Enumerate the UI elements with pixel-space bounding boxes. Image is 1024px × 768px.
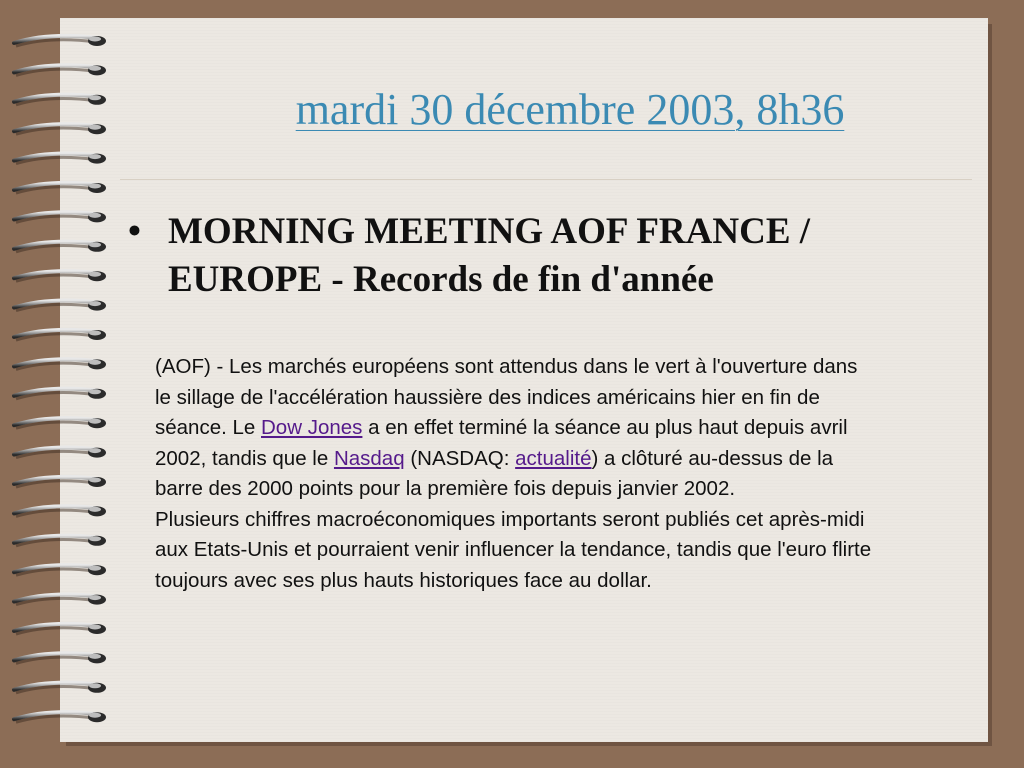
paragraph-1-part-1: (AOF) - Les marchés européens sont attendus dans le vert à l'ouverture dans le sillage de l'accélération haussière des indices américains hier en fin de séance. Le	[155, 355, 858, 439]
spiral-ring	[14, 418, 106, 428]
paragraph-2: Plusieurs chiffres macroéconomiques importants seront publiés cet après-midi aux Etats-Unis et pourraient venir influencer la tendance, tandis que l'euro flirte toujours avec ses plus hauts historiques face au dollar.	[155, 507, 872, 592]
bullet-headline	[128, 208, 968, 304]
title-divider	[120, 179, 972, 180]
spiral-ring	[14, 389, 106, 399]
paragraph-1-part-4: ) a clôturé au-dessus de la barre des 2000 points pour la première fois depuis janvier 2002.	[155, 446, 834, 500]
spiral-ring	[14, 330, 106, 340]
spiral-ring	[14, 506, 106, 516]
spiral-ring	[14, 565, 106, 575]
spiral-ring	[14, 153, 106, 163]
article-body	[155, 352, 875, 596]
spiral-ring	[14, 536, 106, 546]
spiral-ring	[14, 300, 106, 310]
paragraph-1-part-3: (NASDAQ:	[404, 446, 516, 470]
paragraph-1	[155, 352, 875, 505]
dow-jones-link[interactable]: Dow Jones	[261, 416, 363, 439]
spiral-binding	[0, 0, 130, 768]
headline-text: MORNING MEETING AOF FRANCE / EUROPE - Records de fin d'année	[168, 211, 811, 300]
spiral-ring	[14, 624, 106, 634]
spiral-ring	[14, 712, 106, 722]
actualite-link[interactable]: actualité	[515, 446, 592, 470]
spiral-ring	[14, 36, 106, 46]
nasdaq-link[interactable]: Nasdaq	[333, 446, 405, 470]
spiral-ring	[14, 242, 106, 252]
spiral-ring	[14, 65, 106, 75]
spiral-ring	[14, 124, 106, 134]
spiral-ring	[14, 447, 106, 457]
spiral-ring	[14, 683, 106, 693]
spiral-ring	[14, 95, 106, 105]
spiral-ring	[14, 212, 106, 222]
paragraph-1-part-2: a en effet terminé la séance au plus haut depuis avril 2002, tandis que le	[155, 416, 848, 470]
slide-title: mardi 30 décembre 2003, 8h36	[295, 85, 845, 134]
spiral-ring	[14, 653, 106, 663]
spiral-ring	[14, 477, 106, 487]
spiral-ring	[14, 183, 106, 193]
spiral-ring	[14, 594, 106, 604]
spiral-ring	[14, 271, 106, 281]
bullet-icon: •	[128, 211, 141, 252]
spiral-ring	[14, 359, 106, 369]
